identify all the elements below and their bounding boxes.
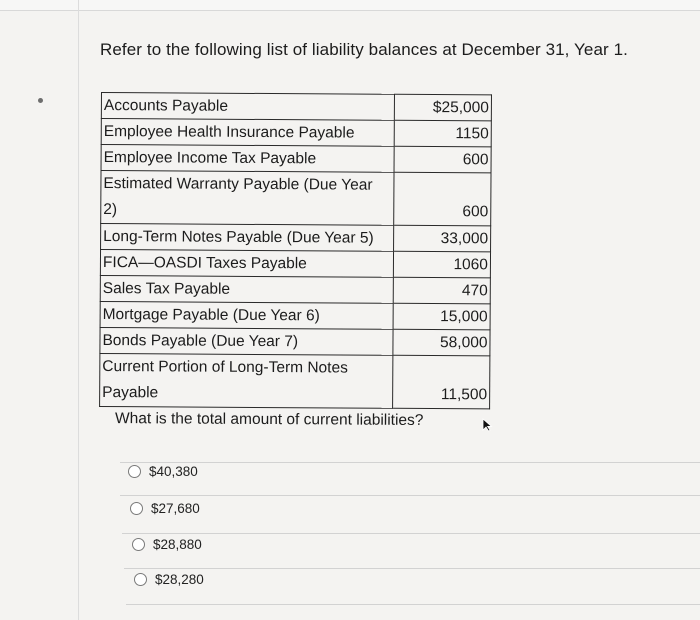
answer-option-label[interactable]: $40,380 xyxy=(149,464,198,479)
radio-unselected-icon[interactable] xyxy=(132,538,145,551)
table-row xyxy=(100,353,490,408)
liability-amount: 600 xyxy=(394,172,491,226)
table-row xyxy=(100,301,490,329)
table-row xyxy=(101,145,491,173)
liability-amount: 15,000 xyxy=(393,303,490,330)
window-top-edge xyxy=(0,0,700,11)
radio-unselected-icon[interactable] xyxy=(134,573,147,586)
liability-name-line: Current Portion of Long-Term Notes xyxy=(102,358,348,377)
table-row xyxy=(100,327,490,355)
table-row xyxy=(101,171,491,226)
liability-name-line: Payable xyxy=(102,384,159,402)
liability-name xyxy=(100,353,393,408)
answer-option[interactable] xyxy=(134,572,204,587)
answer-option[interactable] xyxy=(130,501,200,516)
question-intro: Refer to the following list of liability balances at December 31, Year 1. xyxy=(100,40,628,59)
liability-name: FICA—OASDI Taxes Payable xyxy=(100,250,393,278)
option-divider xyxy=(120,495,700,496)
liability-name xyxy=(101,171,394,226)
bullet-dot xyxy=(38,98,43,103)
liability-name: Accounts Payable xyxy=(101,93,394,121)
table-row xyxy=(101,224,491,252)
liability-amount: 33,000 xyxy=(394,225,491,252)
answer-option[interactable] xyxy=(128,464,198,479)
liability-amount: $25,000 xyxy=(394,94,491,121)
answer-option-label[interactable]: $28,280 xyxy=(155,572,204,587)
liability-amount: 58,000 xyxy=(393,329,490,356)
table-row xyxy=(101,119,491,147)
answer-option[interactable] xyxy=(132,537,202,552)
liability-name: Bonds Payable (Due Year 7) xyxy=(100,327,393,355)
liability-name-line: Estimated Warranty Payable (Due Year xyxy=(103,175,373,194)
liability-table xyxy=(99,92,492,409)
liability-name: Employee Health Insurance Payable xyxy=(101,119,394,147)
table-row xyxy=(100,250,490,278)
radio-unselected-icon[interactable] xyxy=(128,465,141,478)
mouse-pointer-icon xyxy=(482,418,494,432)
liability-name: Mortgage Payable (Due Year 6) xyxy=(100,301,393,329)
liability-amount: 11,500 xyxy=(393,355,490,409)
liability-amount: 1060 xyxy=(393,251,490,278)
liability-amount: 470 xyxy=(393,277,490,304)
content-left-border xyxy=(78,0,79,620)
liability-name-line: 2) xyxy=(103,201,118,219)
liability-name: Long-Term Notes Payable (Due Year 5) xyxy=(101,224,394,252)
option-divider xyxy=(124,568,700,569)
answer-option-label[interactable]: $27,680 xyxy=(151,501,200,516)
liability-list xyxy=(99,92,492,430)
liability-amount: 1150 xyxy=(394,120,491,147)
question-text: What is the total amount of current liabilities? xyxy=(114,410,424,429)
answer-option-label[interactable]: $28,880 xyxy=(153,537,202,552)
option-divider xyxy=(126,604,700,605)
liability-amount: 600 xyxy=(394,146,491,173)
option-divider xyxy=(122,533,700,534)
option-divider xyxy=(120,462,700,463)
liability-name: Employee Income Tax Payable xyxy=(101,145,394,173)
liability-name: Sales Tax Payable xyxy=(100,275,393,303)
radio-unselected-icon[interactable] xyxy=(130,502,143,515)
table-row xyxy=(101,93,491,121)
table-row xyxy=(100,275,490,303)
